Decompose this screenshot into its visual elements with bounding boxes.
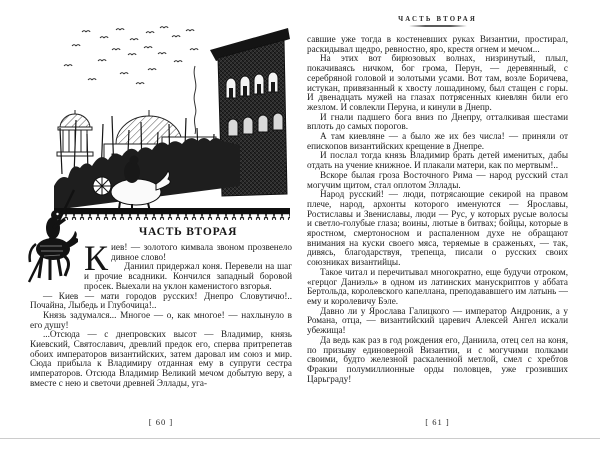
paragraph: Князь задумался... Многое — о, как многое! — нахлынуло в его душу!: [30, 309, 292, 330]
paragraph: ...Отсюда — с днепровских высот — Владимир, князь Киевский, Святославич, древлий предок его, сперва притрепетав обоих императоров византийских, затем даровал им союз и мир. Сюда прибыла к Владимиру отданная ему в супруги сестра императоров. Отсюда Владимир Великий мечом добытую веру, а вместе с нею и светочи древней Эллады, уга-: [30, 329, 292, 388]
paragraph: На этих вот бирюзовых волнах, низринутый, плыл, покачиваясь ничком, бог грома, Перун, — деревянный, с серебряной головой и золотыми усами. Вот там, возле Боричева, истукан, привязанный к хвосту лошадиному, был стащен с горы. И двенадцать мужей на глазах потрясенных киевлян били его жезлом. И совлекли Перуна, и кинули в Днепр.: [307, 53, 568, 112]
right-page-text-block: [307, 35, 568, 384]
paragraph: Да ведь как раз в год рождения его, Даниила, отец сел на коня, по призыву единоверной Византии, и с могучими полками своими, будто железной раскаленной метлой, смел с хребтов Фракии полумиллионные орды половцев, уже грозивших Царьграду!: [307, 334, 568, 384]
knight-rider-illustration: [26, 186, 78, 286]
page-bottom-edge: [0, 438, 600, 439]
page-number-left: [ 60 ]: [148, 417, 174, 427]
part-heading: ЧАСТЬ ВТОРАЯ: [138, 226, 238, 238]
drop-cap: К: [84, 238, 109, 278]
round-shield: [93, 177, 111, 195]
smoke-column: [194, 66, 196, 134]
horse-tail: [30, 244, 36, 262]
paragraph: И гнали падшего бога вниз по Днепру, отталкивая шестами вплоть до самых порогов.: [307, 111, 568, 132]
paragraph: А там киевляне — а было же их без числа! — приняли от епископов византийских крещение в Днепре.: [307, 131, 568, 151]
paragraph: И послал тогда князь Владимир брать детей именитых, дабы отдать на учение книжное. И плакали матери, как по мертвым!..: [307, 150, 568, 171]
page-right: [307, 0, 568, 450]
kyiv-procession-engraving: [54, 24, 290, 220]
paragraph: Даниил придержал коня. Перевели на шаг и прочие всадники. Кончился западный боровой про́сек. Выехали на уклон каменистого взгорья.: [84, 261, 292, 291]
page-left: [30, 0, 292, 450]
paragraph: Вскоре былая гроза Восточного Рима — народ русский стал могучим щитом, стал оплотом Эллады.: [307, 169, 568, 190]
birds-flock: [64, 27, 198, 84]
horse-head: [65, 231, 78, 249]
paragraph: иев! — золотого кимвала звоном прозвенело дивное слово!: [111, 242, 292, 262]
header-rule: [409, 25, 467, 27]
paragraph: Народ русский! — люди, потрясающие секирой на правом плече, народ, архонты которого именуются — Ярославы, Ростиславы и Звениславы, люди — Рус, у которых русые волосы и светло-голубые глаза; воины, лютые в битвах; бойцы, которые в яростном, смертоносном и распаленном духе не обращают внимания на куски своего мяса, теряемые в сраженьях, — так, дивясь, благодарствуя, трепеща, писали о русских своих союзниках византийцы.: [307, 189, 568, 268]
rider-head: [51, 210, 61, 220]
left-page-text-block: [30, 226, 292, 389]
page-number-right: [ 61 ]: [425, 417, 450, 427]
paragraph: — Киев — мати городов русских! Днепро Словутичю!.. Почайна, Лыбедь и Глубочица!..: [30, 290, 292, 311]
running-head: ЧАСТЬ ВТОРАЯ: [398, 16, 477, 23]
woodcut-illustration: [54, 24, 290, 220]
paragraph: Такое читал и перечитывал многократно, еще будучи отроком, «герцог Даниэль» в одном из латинских манускриптов у аббата Бертольда, королевского капеллана, преподававшего им латынь — ему и королевичу Бэле.: [307, 266, 568, 306]
paragraph: савшие уже тогда в костеневших руках Византии, простирал, раскидывал щедро, ревностно, яро, крестя огнем и мечом...: [307, 34, 568, 54]
paragraph: Давно ли у Ярослава Галицкого — император Андроник, а у Романа, отца, — византийский царевич Алексей Ангел искали убежища!: [307, 305, 568, 336]
platform-edge: [54, 208, 290, 213]
